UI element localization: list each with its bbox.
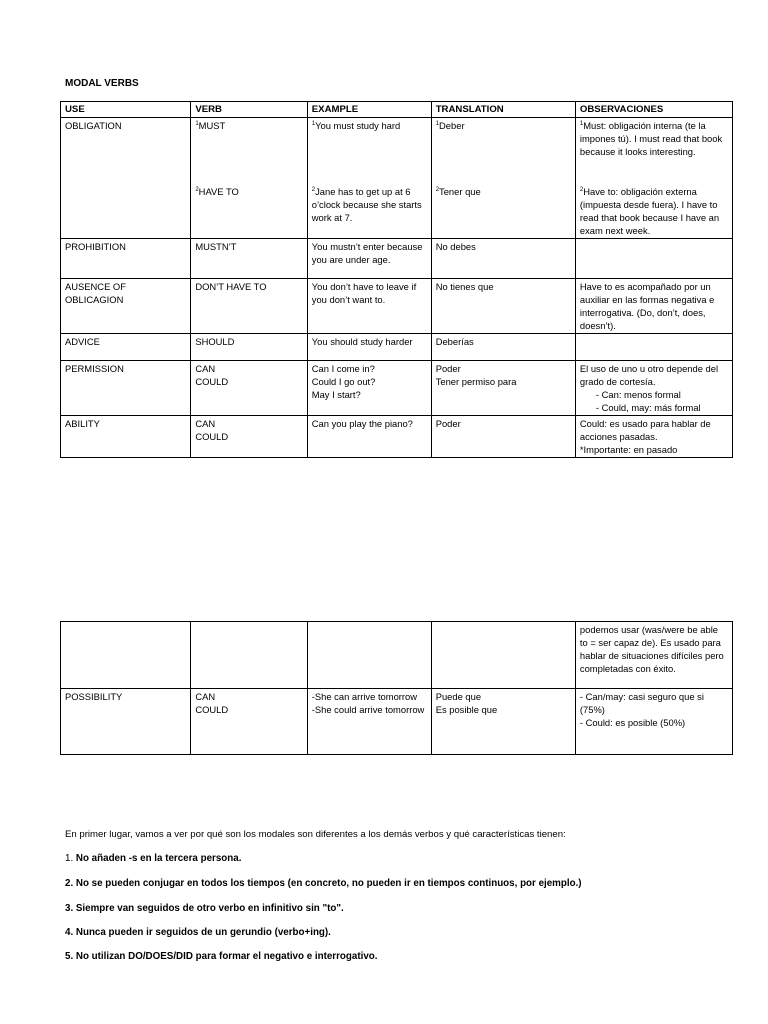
cell-use: AUSENCE OF OBLICAGION <box>61 279 191 334</box>
header-observaciones: OBSERVACIONES <box>575 102 732 118</box>
cell-use <box>61 622 191 689</box>
intro-text: En primer lugar, vamos a ver por qué son los modales son diferentes a los demás verbos y qué características tienen: <box>65 829 566 840</box>
cell-example: $^1$You must study hard $^2$Jane has to get up at 6 o’clock because she starts work at 7. <box>307 118 431 239</box>
rule-item: 2. No se pueden conjugar en todos los tiempos (en concreto, no pueden ir en tiempos continuos, por ejemplo.) <box>65 878 582 889</box>
cell-use: ADVICE <box>61 334 191 361</box>
table-row <box>61 622 733 689</box>
cell-translation <box>431 622 575 689</box>
modal-verbs-table <box>60 101 733 458</box>
cell-verb: DON’T HAVE TO <box>191 279 307 334</box>
table-row <box>61 279 733 334</box>
cell-translation: Puede que Es posible que <box>431 689 575 755</box>
cell-translation: No tienes que <box>431 279 575 334</box>
cell-example: Can you play the piano? <box>307 416 431 458</box>
table-row <box>61 334 733 361</box>
modal-verbs-table-continued <box>60 621 733 755</box>
cell-observaciones: $^1$Must: obligación interna (te la impones tú). I must read that book because it looks interesting. $^2$Have to: obligación externa (impuesta desde fuera). I have to read that book because I have an exam next week. <box>575 118 732 239</box>
header-use: USE <box>61 102 191 118</box>
cell-observaciones <box>575 239 732 279</box>
cell-translation: $^1$Deber $^2$Tener que <box>431 118 575 239</box>
rule-item: 5. No utilizan DO/DOES/DID para formar el negativo e interrogativo. <box>65 951 378 962</box>
table-row <box>61 416 733 458</box>
table-row <box>61 118 733 239</box>
cell-verb: SHOULD <box>191 334 307 361</box>
cell-use: PERMISSION <box>61 361 191 416</box>
rule-item: 1. No añaden -s en la tercera persona. <box>65 853 242 864</box>
table-row <box>61 689 733 755</box>
header-verb: VERB <box>191 102 307 118</box>
cell-example: You mustn’t enter because you are under age. <box>307 239 431 279</box>
cell-example: -She can arrive tomorrow -She could arrive tomorrow <box>307 689 431 755</box>
cell-observaciones: El uso de uno u otro depende del grado de cortesía. - Can: menos formal - Could, may: más formal <box>575 361 732 416</box>
cell-translation: Poder Tener permiso para <box>431 361 575 416</box>
cell-verb <box>191 622 307 689</box>
page-title: MODAL VERBS <box>65 78 139 89</box>
rule-item: 4. Nunca pueden ir seguidos de un gerundio (verbo+ing). <box>65 927 331 938</box>
cell-verb: CAN COULD <box>191 361 307 416</box>
cell-verb: MUSTN’T <box>191 239 307 279</box>
cell-observaciones <box>575 334 732 361</box>
cell-example <box>307 622 431 689</box>
cell-translation: Deberías <box>431 334 575 361</box>
header-translation: TRANSLATION <box>431 102 575 118</box>
cell-example: You should study harder <box>307 334 431 361</box>
cell-observaciones: - Can/may: casi seguro que si (75%) - Could: es posible (50%) <box>575 689 732 755</box>
cell-translation: No debes <box>431 239 575 279</box>
cell-verb: $^1$MUST $^2$HAVE TO <box>191 118 307 239</box>
cell-observaciones: Could: es usado para hablar de acciones pasadas. *Importante: en pasado <box>575 416 732 458</box>
cell-use: POSSIBILITY <box>61 689 191 755</box>
cell-translation: Poder <box>431 416 575 458</box>
cell-observaciones: podemos usar (was/were be able to = ser capaz de). Es usado para hablar de situaciones difíciles pero completadas con éxito. <box>575 622 732 689</box>
cell-use: PROHIBITION <box>61 239 191 279</box>
header-example: EXAMPLE <box>307 102 431 118</box>
table-header-row <box>61 102 733 118</box>
cell-observaciones: Have to es acompañado por un auxiliar en las formas negativa e interrogativa. (Do, don’t, does, doesn’t). <box>575 279 732 334</box>
cell-use: OBLIGATION <box>61 118 191 239</box>
cell-example: You don’t have to leave if you don’t want to. <box>307 279 431 334</box>
table-row <box>61 361 733 416</box>
cell-verb: CAN COULD <box>191 689 307 755</box>
rule-item: 3. Siempre van seguidos de otro verbo en infinitivo sin "to". <box>65 903 344 914</box>
table-row <box>61 239 733 279</box>
cell-use: ABILITY <box>61 416 191 458</box>
cell-example: Can I come in? Could I go out? May I start? <box>307 361 431 416</box>
cell-verb: CAN COULD <box>191 416 307 458</box>
